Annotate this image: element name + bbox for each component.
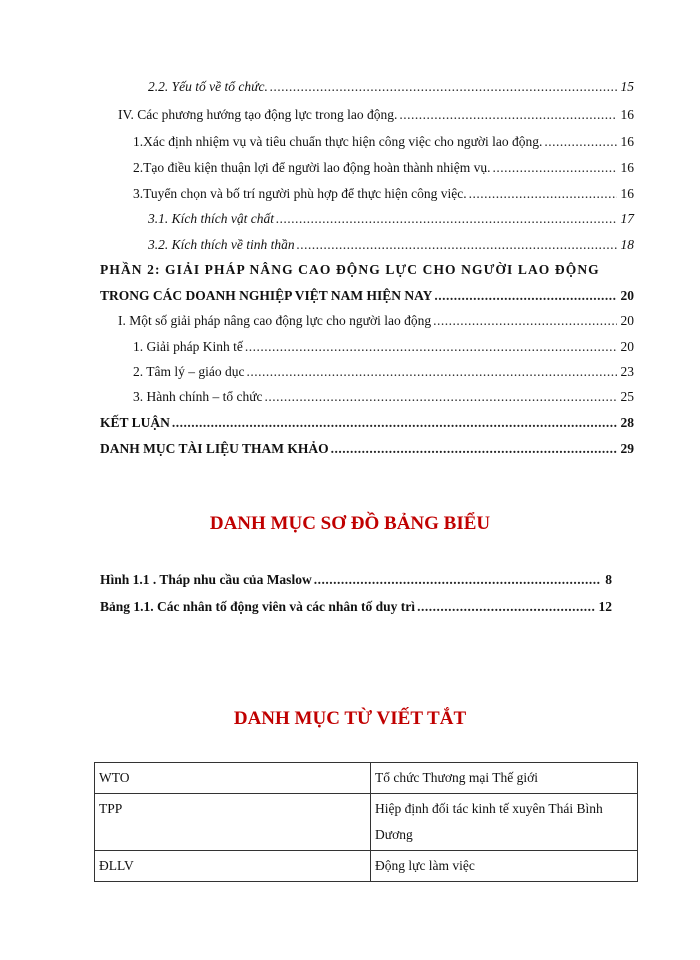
- toc-leader: [331, 441, 617, 457]
- toc-entry-text: I. Một số giải pháp nâng cao động lực cho người lao động: [118, 313, 432, 328]
- toc-entry[interactable]: [100, 415, 634, 431]
- toc-entry[interactable]: [148, 79, 634, 95]
- toc-entry-text: 1. Giải pháp Kinh tế: [133, 339, 243, 354]
- toc-entry[interactable]: [133, 364, 634, 380]
- figure-entry[interactable]: [100, 572, 612, 588]
- toc-entry-page: 20: [620, 313, 634, 328]
- toc-entry-page: 20: [620, 339, 634, 354]
- toc-entry-text: KẾT LUẬN: [100, 415, 170, 430]
- toc-entry-page: 29: [620, 441, 634, 456]
- toc-entry-page: 25: [620, 389, 634, 404]
- toc-entry-text: 3.2. Kích thích về tinh thần: [148, 237, 295, 252]
- toc-entry-page: 28: [620, 415, 634, 430]
- toc-entry-text: DANH MỤC TÀI LIỆU THAM KHẢO: [100, 441, 329, 456]
- toc-entry-text: 3. Hành chính – tổ chức: [133, 389, 263, 404]
- meaning-cell: Động lực làm việc: [371, 851, 638, 882]
- toc-entry-page: 20: [620, 288, 634, 303]
- toc-entry[interactable]: [100, 441, 634, 457]
- toc-entry-text: 2.2. Yếu tố về tổ chức.: [148, 79, 268, 94]
- meaning-cell: Tổ chức Thương mại Thế giới: [371, 763, 638, 794]
- toc-entry[interactable]: [133, 134, 634, 150]
- toc-entry[interactable]: [133, 160, 634, 176]
- toc-entry[interactable]: [118, 107, 634, 123]
- figure-entry-text: Bảng 1.1. Các nhân tố động viên và các nhân tố duy trì: [100, 599, 416, 614]
- toc-entry-text: 2.Tạo điều kiện thuận lợi để người lao động hoàn thành nhiệm vụ.: [133, 160, 491, 175]
- toc-entry-text: IV. Các phương hướng tạo động lực trong lao động.: [118, 107, 398, 122]
- toc-entry[interactable]: [148, 211, 634, 227]
- figure-leader: [314, 572, 602, 588]
- figure-entry-page: 8: [605, 572, 612, 587]
- toc-entry-text: PHẦN 2: GIẢI PHÁP NÂNG CAO ĐỘNG LỰC CHO NGƯỜI LAO ĐỘNG: [100, 262, 600, 277]
- toc-entry-text: 2. Tâm lý – giáo dục: [133, 364, 245, 379]
- toc-entry-page: 16: [620, 160, 634, 175]
- table-row: [95, 763, 638, 794]
- toc-entry-page: 16: [620, 107, 634, 122]
- toc-entry[interactable]: [133, 186, 634, 202]
- figure-entry[interactable]: [100, 599, 612, 615]
- toc-leader: [493, 160, 617, 176]
- toc-leader: [469, 186, 617, 202]
- figure-entry-text: Hình 1.1 . Tháp nhu cầu của Maslow: [100, 572, 312, 587]
- toc-entry-page: 23: [620, 364, 634, 379]
- toc-entry-page: 17: [620, 211, 634, 226]
- abbreviation-cell: TPP: [95, 794, 371, 851]
- toc-leader: [270, 79, 617, 95]
- toc-entry[interactable]: [148, 237, 634, 253]
- table-row: [95, 851, 638, 882]
- abbreviation-cell: ĐLLV: [95, 851, 371, 882]
- toc-leader: [265, 389, 617, 405]
- toc-entry-page: 16: [620, 186, 634, 201]
- toc-entry-text: TRONG CÁC DOANH NGHIỆP VIỆT NAM HIỆN NAY: [100, 288, 433, 303]
- figure-leader: [417, 599, 594, 615]
- toc-entry-text: 3.1. Kích thích vật chất: [148, 211, 274, 226]
- toc-leader: [246, 364, 616, 380]
- toc-leader: [399, 107, 616, 123]
- toc-leader: [433, 313, 616, 329]
- toc-part-heading[interactable]: [100, 262, 634, 278]
- abbreviations-title: DANH MỤC TỪ VIẾT TẮT: [233, 708, 467, 729]
- figures-list-title: DANH MỤC SƠ ĐỒ BẢNG BIỂU: [209, 513, 491, 534]
- abbreviations-table: [94, 762, 638, 882]
- toc-entry-text: 1.Xác định nhiệm vụ và tiêu chuẩn thực hiện công việc cho người lao động.: [133, 134, 543, 149]
- toc-entry[interactable]: [133, 339, 634, 355]
- abbreviation-cell: WTO: [95, 763, 371, 794]
- table-row: [95, 794, 638, 851]
- toc-entry[interactable]: [100, 288, 634, 304]
- toc-entry-page: 18: [620, 237, 634, 252]
- toc-leader: [297, 237, 617, 253]
- toc-entry[interactable]: [133, 389, 634, 405]
- toc-entry-text: 3.Tuyển chọn và bố trí người phù hợp để thực hiện công việc.: [133, 186, 467, 201]
- toc-leader: [434, 288, 616, 304]
- toc-leader: [172, 415, 617, 431]
- toc-entry[interactable]: [118, 313, 634, 329]
- toc-leader: [544, 134, 616, 150]
- toc-leader: [245, 339, 617, 355]
- toc-entry-page: 15: [620, 79, 634, 94]
- meaning-cell: Hiệp định đối tác kinh tế xuyên Thái Bình Dương: [371, 794, 638, 851]
- figure-entry-page: 12: [598, 599, 612, 614]
- toc-leader: [276, 211, 617, 227]
- toc-entry-page: 16: [620, 134, 634, 149]
